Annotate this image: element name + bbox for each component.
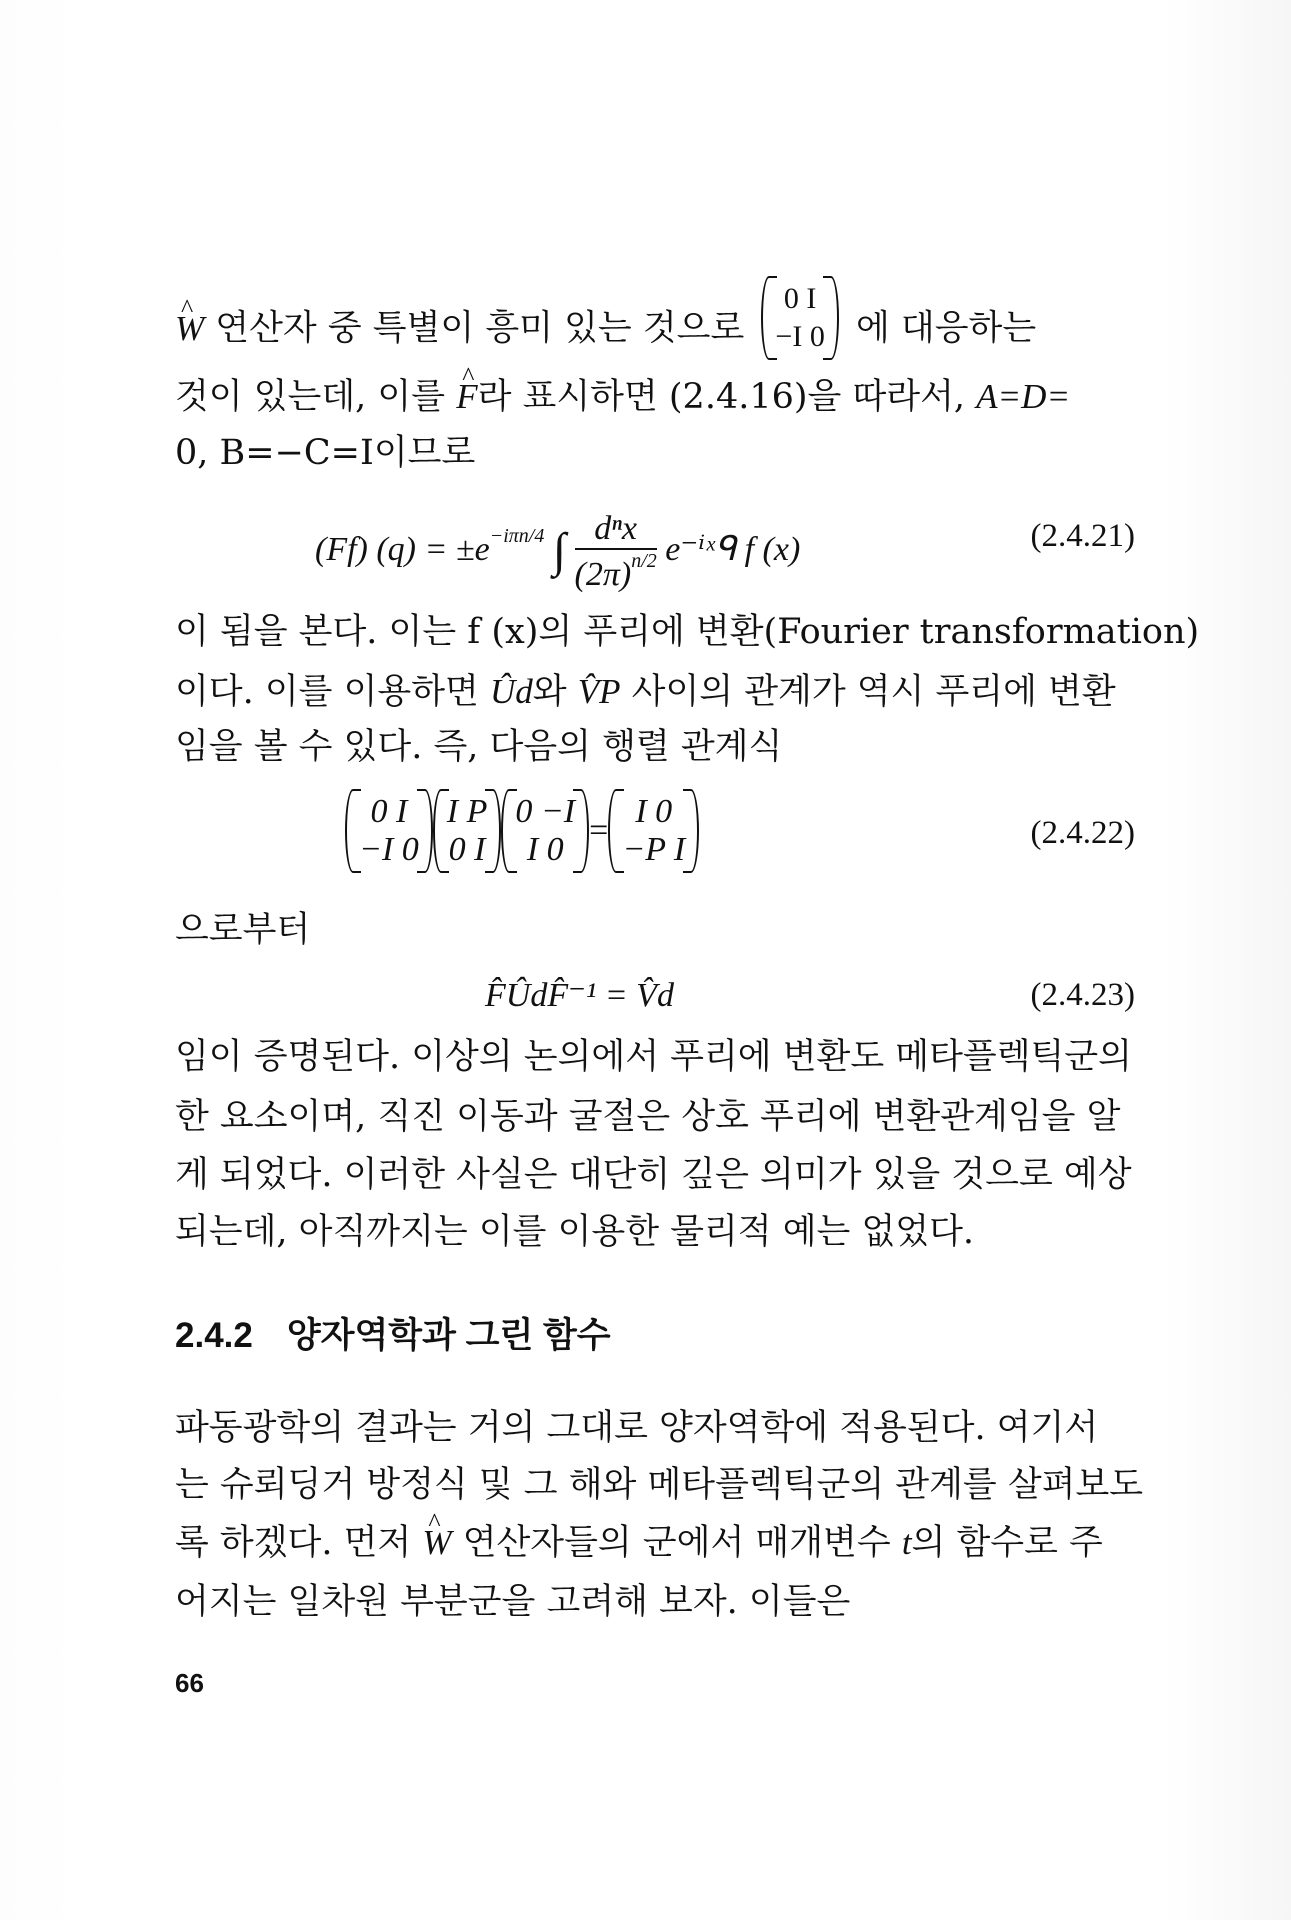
text-segment: 라 표시하면 (2.4.16)을 따라서, bbox=[477, 377, 966, 417]
text-segment: 연산자들의 군에서 매개변수 bbox=[462, 1523, 891, 1563]
text-line: 으로부터 bbox=[175, 910, 311, 950]
operator-symbol-f: ^ F bbox=[456, 372, 477, 422]
section-heading bbox=[175, 1308, 611, 1358]
text-line bbox=[175, 372, 1135, 422]
text-segment: 록 하겠다. 먼저 bbox=[175, 1523, 412, 1563]
operator-vp: V̂P bbox=[577, 672, 621, 711]
text-segment: 것이 있는데, 이를 bbox=[175, 377, 446, 417]
fraction-denominator: $(2\pi)^{n/2}$ bbox=[574, 550, 657, 593]
text-line bbox=[175, 667, 1135, 717]
operator-symbol-w: ^ W bbox=[422, 1518, 451, 1568]
text-line: 는 슈뢰딩거 방정식 및 그 해와 메타플렉틱군의 관계를 살펴보도 bbox=[175, 1465, 1144, 1505]
text-line: 어지는 일차원 부분군을 고려해 보자. 이들은 bbox=[175, 1582, 851, 1622]
eq-rest: e⁻ⁱˣᑫ f (x) bbox=[665, 530, 801, 568]
equation-number: (2.4.23) bbox=[1030, 977, 1135, 1013]
equation-2-4-23 bbox=[175, 965, 1135, 1025]
text-line: 임이 증명된다. 이상의 논의에서 푸리에 변환도 메타플렉틱군의 bbox=[175, 1037, 1132, 1077]
text-line: 한 요소이며, 직진 이동과 굴절은 상호 푸리에 변환관계임을 알 bbox=[175, 1097, 1121, 1137]
text-line: 파동광학의 결과는 거의 그대로 양자역학에 적용된다. 여기서 bbox=[175, 1408, 1099, 1448]
text-line: 이 됨을 본다. 이는 f (x)의 푸리에 변환(Fourier transformation) bbox=[175, 612, 1200, 652]
equation-body bbox=[345, 793, 699, 869]
section-title: 양자역학과 그린 함수 bbox=[286, 1316, 611, 1355]
equation-number: (2.4.22) bbox=[1030, 815, 1135, 851]
text-line: 임을 볼 수 있다. 즉, 다음의 행렬 관계식 bbox=[175, 727, 783, 767]
matrix-3: 0 −I I 0 bbox=[501, 793, 589, 869]
parameter-t: t bbox=[901, 1523, 912, 1562]
text-line: 되는데, 아직까지는 이를 이용한 물리적 예는 없었다. bbox=[175, 1212, 975, 1252]
text-line bbox=[175, 1518, 1135, 1568]
equation-number: (2.4.21) bbox=[1030, 518, 1135, 554]
operator-symbol-w: ^ W bbox=[175, 304, 204, 354]
integral-sign: ∫ bbox=[552, 523, 566, 577]
operator-ud: Ûd bbox=[490, 672, 533, 711]
matrix-row: −I 0 bbox=[775, 320, 825, 353]
fraction-numerator: dⁿx bbox=[575, 510, 657, 550]
text-segment: 와 bbox=[532, 672, 567, 712]
text-segment: 연산자 중 특별이 흥미 있는 것으로 bbox=[215, 308, 745, 349]
page-number: 66 bbox=[175, 1668, 204, 1698]
equals-sign: = bbox=[589, 812, 609, 849]
matrix-2: I P 0 I bbox=[433, 793, 502, 869]
equation-body: F̂ÛdF̂⁻¹ = V̂d bbox=[485, 977, 674, 1014]
eq-fraction bbox=[575, 510, 657, 594]
equation-2-4-21 bbox=[175, 500, 1135, 593]
matrix-row: 0 I bbox=[783, 282, 817, 315]
eq-exponent: −iπn/4 bbox=[489, 524, 545, 547]
text-segment: 에 대응하는 bbox=[855, 308, 1037, 349]
text-segment: 의 함수로 주 bbox=[911, 1523, 1103, 1563]
text-segment: A=D= bbox=[976, 377, 1071, 416]
matrix-4: I 0 −P I bbox=[608, 793, 699, 869]
eq-lhs: (Ff) (q) = ±e bbox=[315, 530, 490, 568]
matrix-1: 0 I −I 0 bbox=[345, 793, 433, 869]
text-segment: 사이의 관계가 역시 푸리에 변환 bbox=[631, 672, 1116, 712]
text-line: 게 되었다. 이러한 사실은 대단히 깊은 의미가 있을 것으로 예상 bbox=[175, 1155, 1132, 1195]
text-line: 0, B=−C=I이므로 bbox=[175, 433, 476, 473]
equation-2-4-22 bbox=[175, 793, 1135, 893]
inline-matrix bbox=[761, 280, 838, 356]
text-line bbox=[175, 282, 1135, 368]
equation-body bbox=[315, 510, 800, 594]
section-number: 2.4.2 bbox=[175, 1316, 253, 1355]
text-segment: 이다. 이를 이용하면 bbox=[175, 672, 479, 712]
